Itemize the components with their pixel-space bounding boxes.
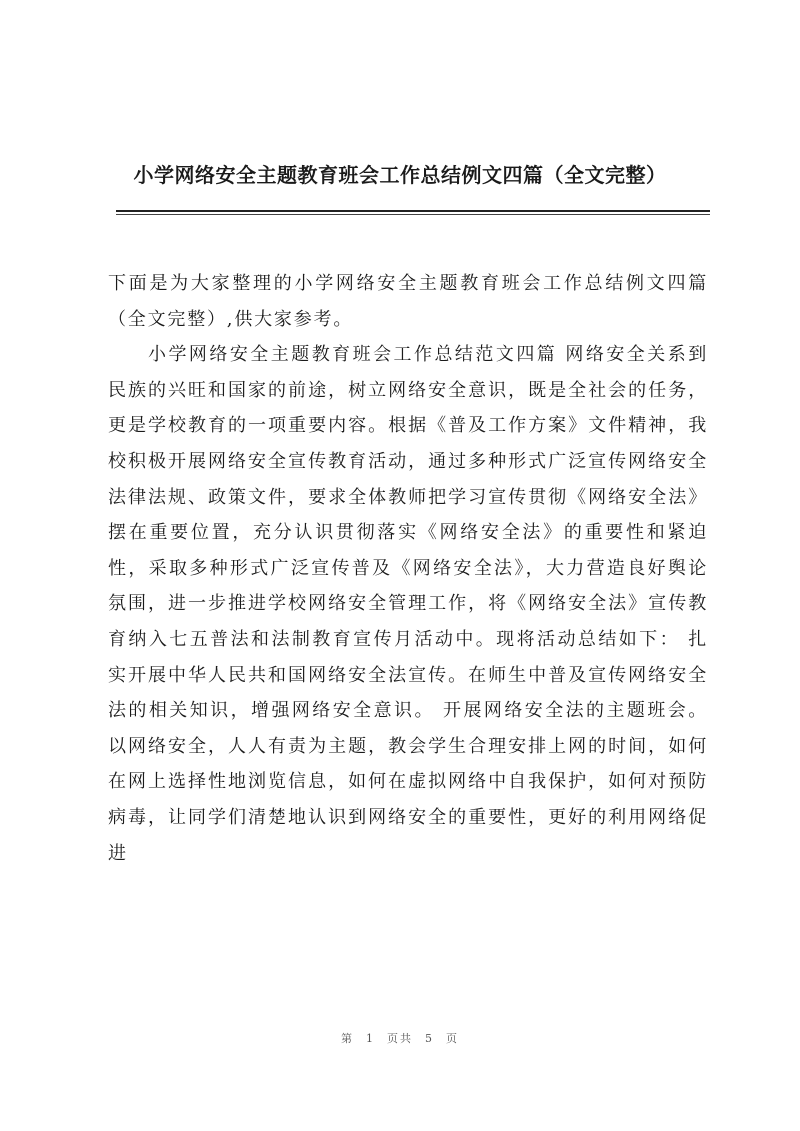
footer-label-total: 页共 [387,1032,413,1045]
footer-label-page: 第 [341,1032,354,1045]
intro-paragraph: 下面是为大家整理的小学网络安全主题教育班会工作总结例文四篇（全文完整）,供大家参考。 [108,273,708,330]
title-underline [116,210,710,212]
document-title: 小学网络安全主题教育班会工作总结例文四篇（全文完整） [133,163,667,187]
footer-label-end: 页 [446,1032,459,1045]
body-paragraph: 小学网络安全主题教育班会工作总结范文四篇 网络安全关系到民族的兴旺和国家的前途，树立网络安全意识，既是全社会的任务，更是学校教育的一项重要内容。根据《普及工作方案》文件精神，我校积极开展网络安全宣传教育活动，通过多种形式广泛宣传网络安全法律法规、政策文件，要求全体教师把学习宣传贯彻《网络安全法》摆在重要位置，充分认识贯彻落实《网络安全法》的重要性和紧迫性，采取多种形式广泛宣传普及《网络安全法》，大力营造良好舆论氛围，进一步推进学校网络安全管理工作，将《网络安全法》宣传教育纳入七五普法和法制教育宣传月活动中。现将活动总结如下： 扎实开展中华人民共和国网络安全法宣传。在师生中普及宣传网络安全法的相关知识，增强网络安全意识。 开展网络安全法的主题班会。以网络安全，人人有责为主题，教会学生合理安排上网的时间，如何在网上选择性地浏览信息，如何在虚拟网络中自我保护，如何对预防病毒，让同学们清楚地认识到网络安全的重要性，更好的利用网络促进 [108,344,708,864]
title-underline-thin [116,214,710,215]
footer-current-page: 1 [366,1032,375,1045]
document-body [108,266,708,871]
page-footer [0,1030,800,1046]
footer-total-pages: 5 [425,1032,434,1045]
